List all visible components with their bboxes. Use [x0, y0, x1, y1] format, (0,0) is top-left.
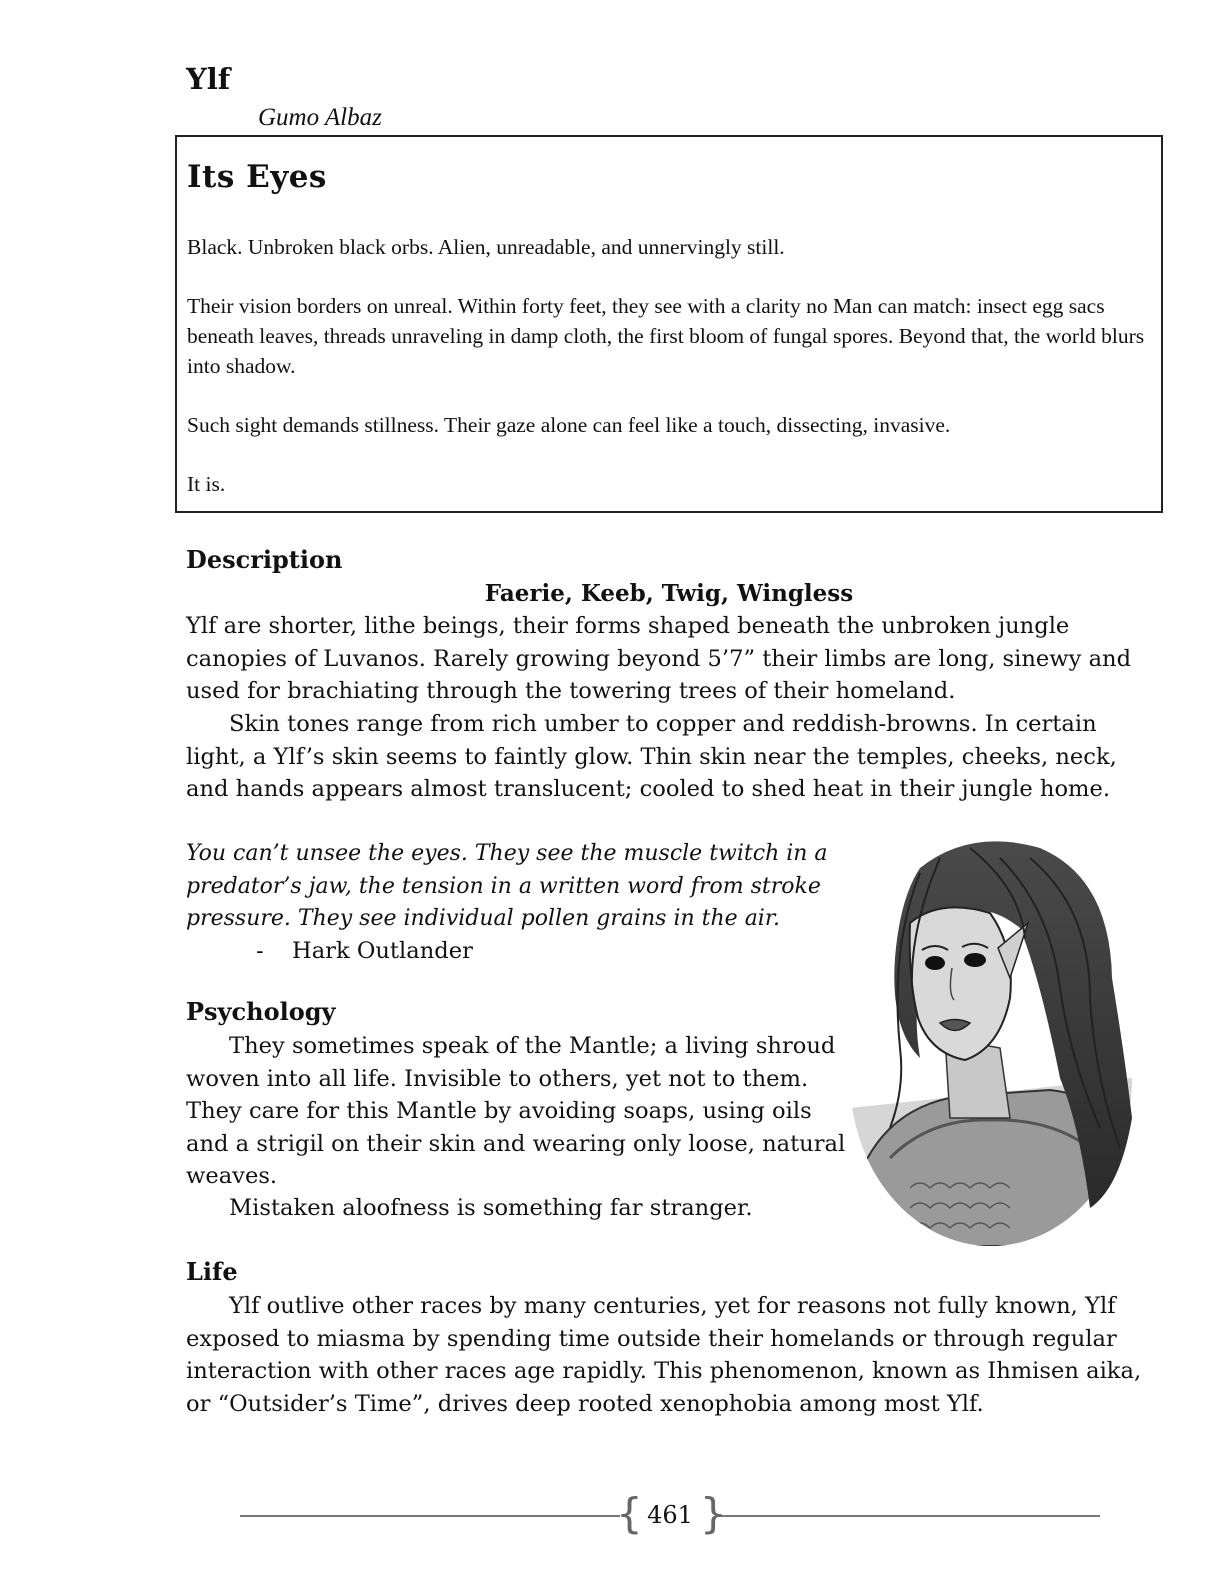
- description-heading: Description: [186, 545, 343, 574]
- box-heading: Its Eyes: [187, 159, 327, 195]
- page-title: Ylf: [186, 62, 231, 96]
- attribution-name: Hark Outlander: [292, 938, 473, 964]
- description-paragraph: Skin tones range from rich umber to copper and reddish-browns. In certain light, a Ylf’s skin seems to faintly glow. Thin skin near the temples, cheeks, neck, and hands appears almost translucent; cooled to shed heat in their jungle home.: [186, 711, 1117, 802]
- description-subtitle: Faerie, Keeb, Twig, Wingless: [484, 580, 854, 607]
- description-paragraph: Ylf are shorter, lithe beings, their forms shaped beneath the unbroken jungle canopies of Luvanos. Rarely growing beyond 5’7” their limbs are long, sinewy and used for brachiating through the towering trees of their homeland.: [186, 613, 1132, 704]
- author-name: Gumo Albaz: [258, 104, 382, 131]
- footer-rule-left: [240, 1515, 620, 1517]
- page-number: 461: [647, 1501, 693, 1529]
- quote-attribution: [256, 935, 473, 967]
- life-heading: Life: [186, 1257, 238, 1286]
- life-paragraph: Ylf outlive other races by many centuries, yet for reasons not fully known, Ylf exposed to miasma by spending time outside their homelands or through regular interaction with other races age rapidly. This phenomenon, known as Ihmisen aika, or “Outsider’s Time”, drives deep rooted xenophobia among most Ylf.: [186, 1293, 1142, 1417]
- ylf-portrait-illustration: [850, 828, 1132, 1246]
- box-paragraph: Black. Unbroken black orbs. Alien, unreadable, and unnervingly still.: [187, 235, 785, 259]
- footer-brace-left: {: [616, 1489, 643, 1538]
- its-eyes-box: [175, 135, 1163, 513]
- quote-text: You can’t unsee the eyes. They see the muscle twitch in a predator’s jaw, the tension in a written word from stroke pressure. They see individual pollen grains in the air.: [186, 841, 828, 931]
- box-paragraph: Such sight demands stillness. Their gaze alone can feel like a touch, dissecting, invasive.: [187, 413, 951, 437]
- box-paragraph: Their vision borders on unreal. Within forty feet, they see with a clarity no Man can match: insect egg sacs beneath leaves, threads unraveling in damp cloth, the first bloom of fungal spores. Beyond that, the world blurs into shadow.: [187, 294, 1145, 378]
- attribution-dash: -: [256, 938, 264, 964]
- box-paragraph: It is.: [187, 472, 226, 496]
- footer-rule-right: [718, 1515, 1100, 1517]
- psychology-paragraph: They sometimes speak of the Mantle; a living shroud woven into all life. Invisible to others, yet not to them. They care for this Mantle by avoiding soaps, using oils and a strigil on their skin and wearing only loose, natural weaves.: [186, 1033, 846, 1189]
- psychology-heading: Psychology: [186, 997, 336, 1026]
- psychology-paragraph: Mistaken aloofness is something far stranger.: [229, 1195, 753, 1221]
- footer-brace-right: }: [700, 1489, 727, 1538]
